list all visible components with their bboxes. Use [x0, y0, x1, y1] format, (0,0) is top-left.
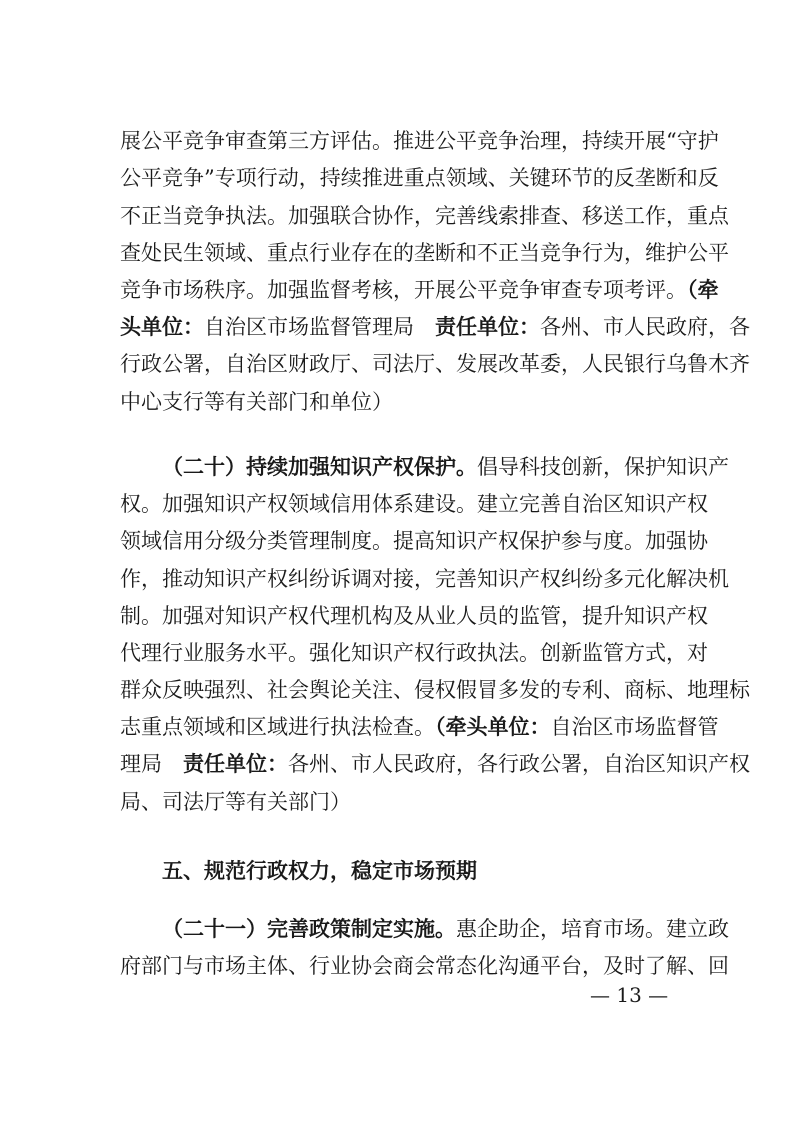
paragraph-line — [120, 163, 719, 193]
text-run-bold: 责任单位： — [183, 752, 288, 776]
paragraph-line — [120, 452, 729, 482]
text-run: 惠企助企，培育市场。建立政 — [456, 917, 729, 941]
text-run: 制。加强对知识产权代理机构及从业人员的监管，提升知识产权 — [120, 604, 708, 628]
paragraph-line — [120, 238, 729, 268]
page-number: — 13 — — [590, 983, 669, 1007]
paragraph-line — [120, 951, 729, 981]
section-heading-text: 五、规范行政权力，稳定市场预期 — [162, 859, 477, 883]
text-run: 倡导科技创新，保护知识产 — [477, 455, 729, 479]
section-heading — [120, 856, 693, 886]
text-run: 各州、市人民政府，各行政公署，自治区知识产权 — [288, 752, 750, 776]
paragraph-line — [120, 489, 708, 519]
text-run: 作，推动知识产权纠纷诉调对接，完善知识产权纠纷多元化解决机 — [120, 567, 729, 591]
text-run: 自治区市场监督管理局 — [204, 315, 435, 339]
text-run: 中心支行等有关部门和单位） — [120, 390, 393, 414]
text-run: 志重点领域和区域进行执法检查。 — [120, 715, 435, 739]
text-run: 局、司法厅等有关部门） — [120, 790, 351, 814]
paragraph-line — [120, 275, 719, 305]
section-title-21: （二十一）完善政策制定实施。 — [162, 917, 456, 941]
text-run: 行政公署，自治区财政厅、司法厅、发展改革委，人民银行乌鲁木齐 — [120, 352, 750, 376]
text-run: 公平竞争”专项行动，持续推进重点领域、关键环节的反垄断和反 — [120, 166, 719, 190]
text-run: 理局 — [120, 752, 183, 776]
section-title-20: （二十）持续加强知识产权保护。 — [162, 455, 477, 479]
text-run: 自治区市场监督管 — [550, 715, 719, 739]
text-run: 各州、市人民政府，各 — [540, 315, 750, 339]
text-run: 领域信用分级分类管理制度。提高知识产权保护参与度。加强协 — [120, 529, 708, 553]
paragraph-line — [120, 526, 708, 556]
paragraph-line — [120, 787, 693, 817]
paragraph-line — [120, 349, 750, 379]
text-run: 群众反映强烈、社会舆论关注、侵权假冒多发的专利、商标、地理标 — [120, 678, 750, 702]
paragraph-line — [120, 712, 719, 742]
paragraph-line — [120, 201, 729, 231]
paragraph-line — [120, 638, 708, 668]
text-run: 展公平竞争审查第三方评估。推进公平竞争治理，持续开展“守护 — [120, 129, 719, 153]
paragraph-line — [120, 601, 708, 631]
text-run: 权。加强知识产权领域信用体系建设。建立完善自治区知识产权 — [120, 492, 708, 516]
text-run: 竞争市场秩序。加强监督考核，开展公平竞争审查专项考评。 — [120, 278, 687, 302]
text-run: 查处民生领域、重点行业存在的垄断和不正当竞争行为，维护公平 — [120, 241, 729, 265]
text-run-bold: 头单位： — [120, 315, 204, 339]
paragraph-line — [120, 312, 750, 342]
text-run-bold: （牵 — [687, 278, 719, 302]
paragraph-line — [120, 675, 750, 705]
paragraph-line — [120, 914, 729, 944]
paragraph-line — [120, 387, 693, 417]
text-run: 不正当竞争执法。加强联合协作，完善线索排查、移送工作，重点 — [120, 204, 729, 228]
paragraph-line — [120, 564, 729, 594]
text-run-bold: 责任单位： — [435, 315, 540, 339]
paragraph-line — [120, 126, 719, 156]
text-run: 代理行业服务水平。强化知识产权行政执法。创新监管方式，对 — [120, 641, 708, 665]
text-run-bold: （牵头单位： — [435, 715, 551, 739]
paragraph-line — [120, 749, 750, 779]
text-run: 府部门与市场主体、行业协会商会常态化沟通平台，及时了解、回 — [120, 954, 729, 978]
